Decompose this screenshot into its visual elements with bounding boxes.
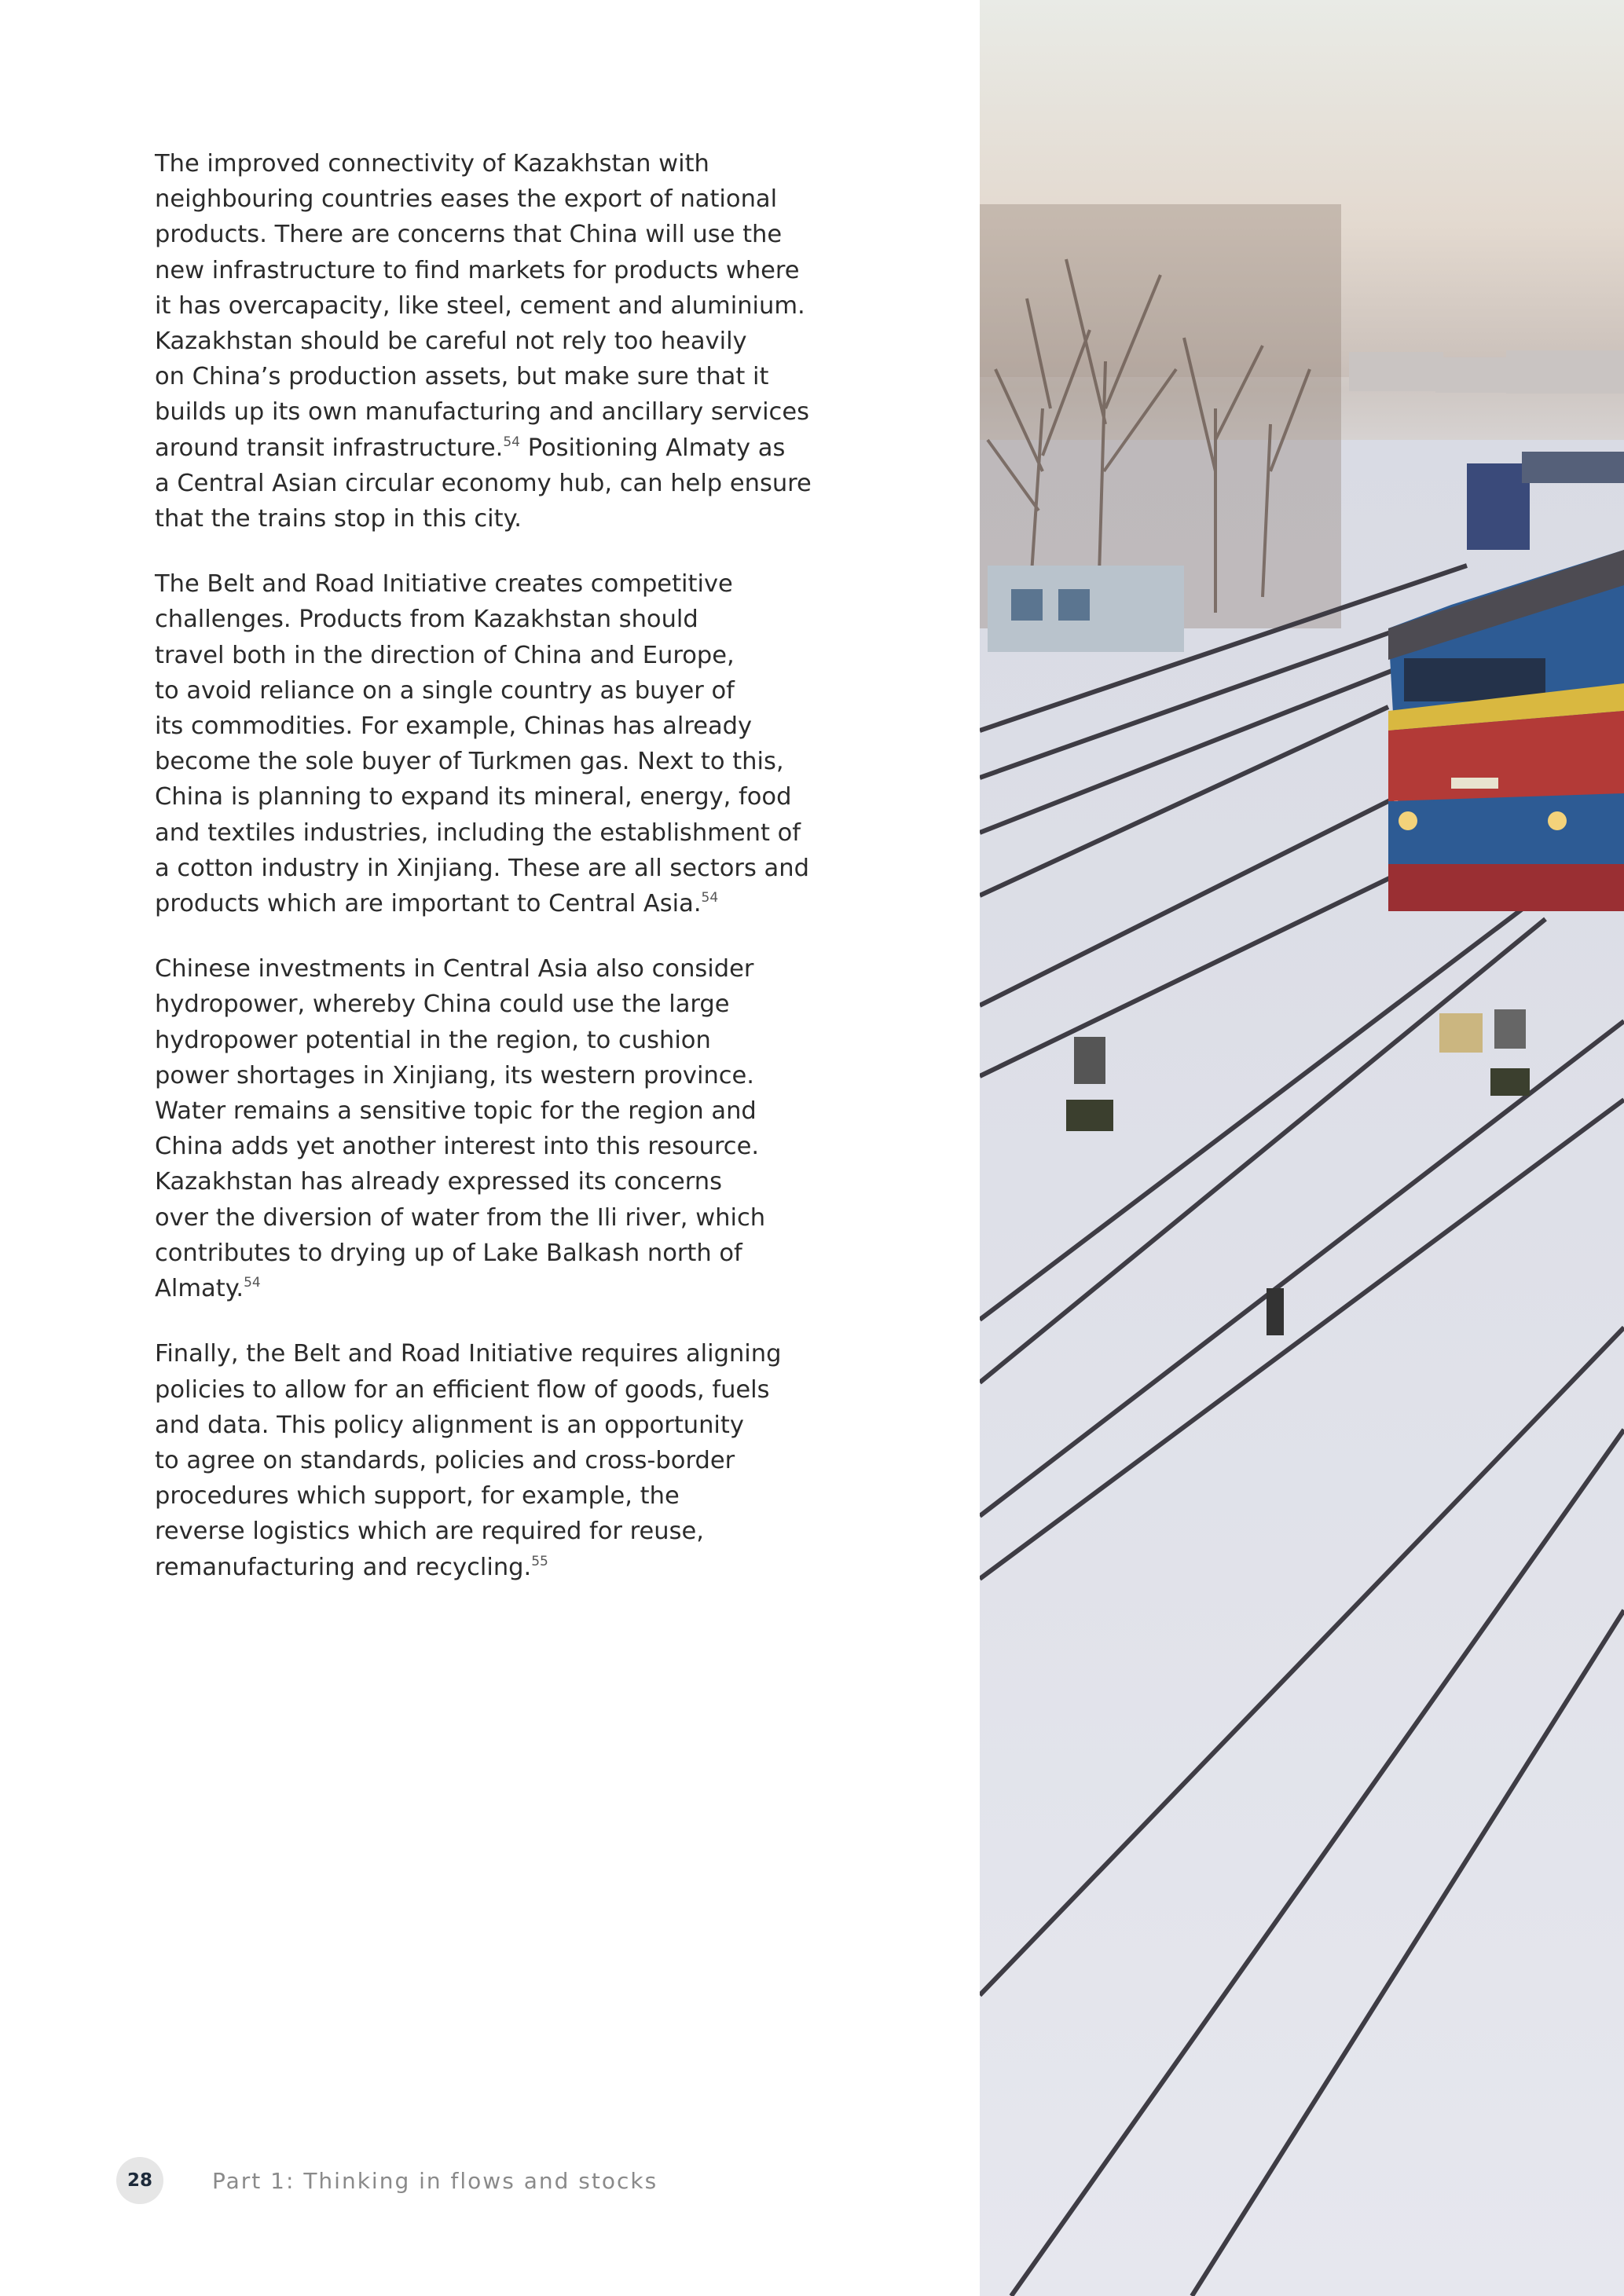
text-line: challenges. Products from Kazakhstan should <box>155 606 698 634</box>
text-line: The improved connectivity of Kazakhstan with <box>155 150 709 178</box>
text-line: to avoid reliance on a single country as buyer of <box>155 676 735 705</box>
text-segment: around transit infrastructure. <box>155 434 504 462</box>
text-line: Water remains a sensitive topic for the region and <box>155 1097 757 1126</box>
text-line: that the trains stop in this city. <box>155 505 522 533</box>
text-line: it has overcapacity, like steel, cement and aluminium. <box>155 291 805 320</box>
footnote-ref: 54 <box>701 890 719 906</box>
text-line: procedures which support, for example, the <box>155 1482 680 1511</box>
text-line: and textiles industries, including the establishment of <box>155 818 801 847</box>
text-line <box>155 886 815 921</box>
footnote-ref: 54 <box>503 434 520 450</box>
text-line: hydropower, whereby China could use the large <box>155 991 730 1019</box>
text-line: policies to allow for an efficient flow of goods, fuels <box>155 1375 770 1404</box>
text-line: Kazakhstan should be careful not rely too heavily <box>155 328 747 356</box>
text-line: its commodities. For example, Chinas has already <box>155 712 753 741</box>
footnote-ref: 55 <box>531 1553 548 1569</box>
text-line: over the diversion of water from the Ili river, which <box>155 1203 766 1232</box>
text-line: neighbouring countries eases the export of national <box>155 185 778 214</box>
text-line: China adds yet another interest into this resource. <box>155 1133 760 1161</box>
text-line: The Belt and Road Initiative creates competitive <box>155 570 733 599</box>
page-number-badge: 28 <box>116 2157 163 2204</box>
text-line: Kazakhstan has already expressed its concerns <box>155 1168 723 1196</box>
text-line: travel both in the direction of China and Europe, <box>155 641 735 669</box>
text-line: reverse logistics which are required for reuse, <box>155 1518 704 1546</box>
paragraph-3 <box>155 951 815 1306</box>
text-line: hydropower potential in the region, to cushion <box>155 1026 711 1054</box>
railway-illustration <box>980 0 1624 2296</box>
tree-canopy <box>980 204 1341 628</box>
text-line: builds up its own manufacturing and ancillary services <box>155 398 809 427</box>
text-line: power shortages in Xinjiang, its western province. <box>155 1061 755 1089</box>
paragraph-4 <box>155 1336 815 1584</box>
body-text <box>155 146 815 1615</box>
railway-photo <box>980 0 1624 2296</box>
paragraph-2 <box>155 566 815 921</box>
trackside-shed <box>988 566 1184 652</box>
text-line: become the sole buyer of Turkmen gas. Next to this, <box>155 748 784 776</box>
text-line <box>155 430 815 466</box>
text-line <box>155 1550 815 1585</box>
text-segment: Positioning Almaty as <box>520 434 786 462</box>
text-line: Finally, the Belt and Road Initiative requires aligning <box>155 1340 782 1368</box>
text-line: to agree on standards, policies and cross-border <box>155 1446 735 1474</box>
text-line: a cotton industry in Xinjiang. These are all sectors and <box>155 854 809 882</box>
paragraph-1 <box>155 146 815 536</box>
text-segment: remanufacturing and recycling. <box>155 1553 532 1581</box>
text-line: Chinese investments in Central Asia also consider <box>155 955 754 983</box>
text-segment: products which are important to Central Asia. <box>155 890 702 918</box>
text-line: a Central Asian circular economy hub, can help ensure <box>155 469 812 497</box>
text-line: products. There are concerns that China will use the <box>155 221 783 249</box>
text-line <box>155 1271 815 1306</box>
text-line: China is planning to expand its mineral, energy, food <box>155 783 792 811</box>
text-line: contributes to drying up of Lake Balkash north of <box>155 1239 742 1267</box>
text-line: and data. This policy alignment is an opportunity <box>155 1411 744 1439</box>
section-label: Part 1: Thinking in flows and stocks <box>212 2168 658 2194</box>
footnote-ref: 54 <box>244 1275 261 1291</box>
text-line: on China’s production assets, but make sure that it <box>155 363 769 391</box>
text-line: new infrastructure to find markets for products where <box>155 256 800 284</box>
text-segment: Almaty. <box>155 1275 244 1303</box>
